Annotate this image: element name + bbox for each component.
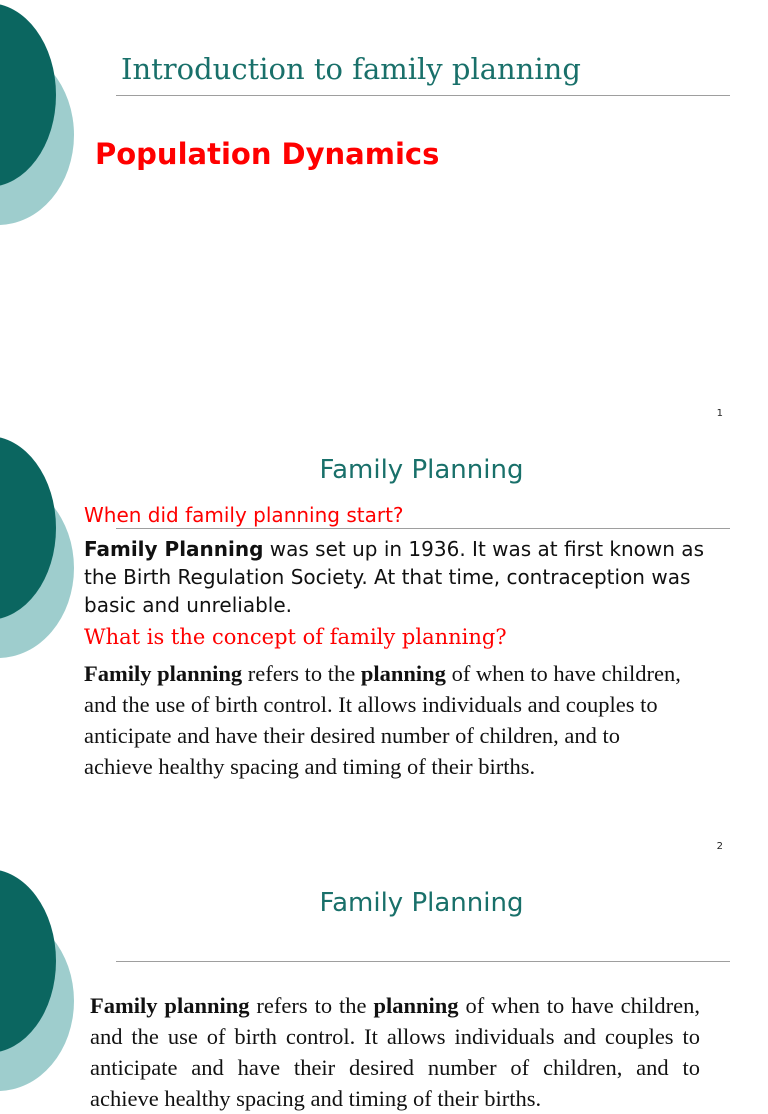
page-number: 1 — [716, 408, 723, 419]
answer-concept-bold-1: Family planning — [90, 993, 250, 1018]
slide-subtitle: Population Dynamics — [95, 137, 440, 171]
answer-concept-text-2: of when to have children, and the use of birth control. It allows individuals and couples to anticipate and have their desired number of children, and to achieve healthy spacing and timing of their births. — [90, 993, 700, 1111]
slide-2 — [0, 433, 768, 866]
answer-start — [84, 535, 724, 619]
slide-title: Family Planning — [319, 888, 524, 918]
page-number: 2 — [716, 841, 723, 852]
answer-start-text: was set up in 1936. It was at first known as the Birth Regulation Society. At that time, contraception was basic and unreliable. — [84, 537, 704, 617]
decorative-circles-icon — [0, 0, 90, 240]
question-concept: What is the concept of family planning? — [84, 625, 507, 649]
answer-concept-bold-2: planning — [373, 993, 459, 1018]
question-start: When did family planning start? — [84, 503, 404, 527]
title-divider — [116, 961, 730, 962]
answer-concept — [84, 658, 694, 782]
title-divider — [116, 528, 730, 529]
answer-concept-text-1: refers to the — [242, 661, 361, 686]
answer-concept-text-2: of when to have children, and the use of birth control. It allows individuals and couples to anticipate and have their desired number of children, and to achieve healthy spacing and timing of their births. — [84, 661, 681, 779]
answer-concept-bold-2: planning — [360, 661, 446, 686]
title-divider — [116, 95, 730, 96]
answer-concept — [90, 990, 700, 1114]
slide-1 — [0, 0, 768, 433]
answer-concept-bold-1: Family planning — [84, 661, 243, 686]
answer-concept-text-1: refers to the — [249, 993, 374, 1018]
slide-title: Family Planning — [319, 455, 524, 485]
slide-title: Introduction to family planning — [121, 52, 581, 86]
slide-3 — [0, 866, 768, 1111]
answer-start-bold: Family Planning — [84, 537, 264, 561]
